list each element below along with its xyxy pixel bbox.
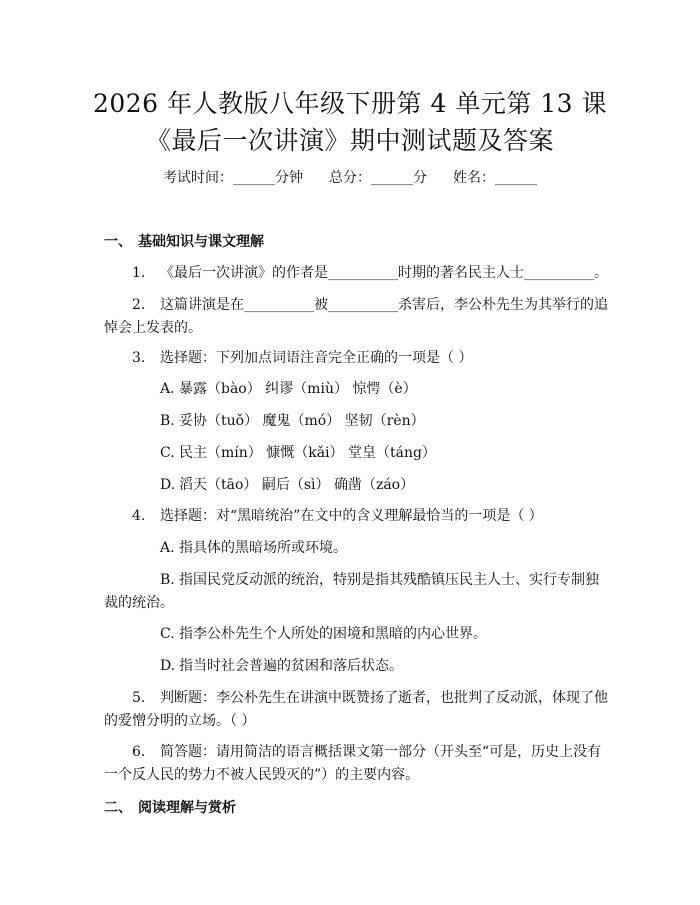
question-text: 选择题：对“黑暗统治”在文中的含义理解最恰当的一项是（ ） — [160, 508, 543, 524]
option-text: 滔天（tāo） 嗣后（sì） 确凿（záo） — [179, 477, 415, 493]
question-2 — [132, 294, 608, 314]
question-3-option-b — [160, 410, 425, 430]
option-letter: A. — [160, 540, 175, 556]
question-3-option-a — [160, 378, 417, 398]
question-3-option-d — [160, 474, 414, 494]
exam-time-field: 考试时间：______分钟 — [163, 170, 303, 186]
section-number: 一、 — [104, 234, 132, 250]
question-text: 《最后一次讲演》的作者是__________时期的著名民主人士__________。 — [160, 265, 608, 281]
option-text: 暴露（bào） 纠谬（miù） 惊愕（è） — [179, 381, 417, 397]
document-title-line-1: 2026 年人教版八年级下册第 4 单元第 13 课 — [92, 89, 608, 118]
option-text: 指当时社会普遍的贫困和落后状态。 — [179, 658, 403, 674]
question-3 — [132, 347, 472, 367]
option-text: 妥协（tuǒ） 魔鬼（mó） 坚韧（rèn） — [179, 413, 425, 429]
question-6-continuation: 一个反人民的势力不被人民毁灭的”）的主要内容。 — [104, 767, 420, 783]
section-heading-2 — [104, 797, 236, 817]
question-4-option-b — [160, 569, 599, 589]
question-6 — [132, 741, 601, 761]
question-text-line-1: 这篇讲演是在__________被__________杀害后，李公朴先生为其举行的追 — [160, 297, 608, 313]
option-letter: C. — [160, 445, 175, 461]
question-3-option-c — [160, 442, 436, 462]
name-field: 姓名：______ — [453, 170, 537, 186]
question-5 — [132, 687, 608, 707]
option-text: 民主（mín） 慷慨（kǎi） 堂皇（táng） — [179, 445, 436, 461]
section-title: 基础知识与课文理解 — [138, 234, 264, 250]
section-number: 二、 — [104, 800, 132, 816]
document-title-line-2: 《最后一次讲演》期中测试题及答案 — [145, 126, 554, 155]
question-4-option-d — [160, 655, 403, 675]
exam-info-line — [0, 167, 700, 187]
question-text: 选择题：下列加点词语注音完全正确的一项是（ ） — [160, 350, 473, 366]
section-heading-1 — [104, 231, 264, 251]
question-number: 6. — [132, 744, 146, 760]
question-text-line-1: 判断题：李公朴先生在讲演中既赞扬了逝者，也批判了反动派，体现了他 — [160, 690, 608, 706]
option-text-line-1: 指国民党反动派的统治，特别是指其残酷镇压民主人士、实行专制独 — [179, 572, 599, 588]
option-letter: C. — [160, 626, 175, 642]
question-4-option-b-continuation: 裁的统治。 — [104, 595, 174, 611]
question-number: 1. — [132, 265, 146, 281]
option-text: 指具体的黑暗场所或环境。 — [179, 540, 347, 556]
option-text: 指李公朴先生个人所处的困境和黑暗的内心世界。 — [179, 626, 487, 642]
question-number: 2. — [132, 297, 146, 313]
total-score-field: 总分：______分 — [329, 170, 427, 186]
question-text-line-1: 简答题：请用简洁的语言概括课文第一部分（开头至“可是，历史上没有 — [160, 744, 602, 760]
question-4 — [132, 505, 543, 525]
question-4-option-c — [160, 623, 487, 643]
option-letter: B. — [160, 413, 175, 429]
question-5-continuation: 的爱憎分明的立场。（ ） — [104, 713, 256, 729]
question-number: 5. — [132, 690, 146, 706]
question-number: 4. — [132, 508, 146, 524]
option-letter: A. — [160, 381, 175, 397]
question-2-continuation: 悼会上发表的。 — [104, 320, 202, 336]
section-title: 阅读理解与赏析 — [138, 800, 236, 816]
option-letter: D. — [160, 477, 176, 493]
option-letter: D. — [160, 658, 176, 674]
question-1 — [132, 262, 608, 282]
option-letter: B. — [160, 572, 175, 588]
question-number: 3. — [132, 350, 146, 366]
question-4-option-a — [160, 537, 347, 557]
